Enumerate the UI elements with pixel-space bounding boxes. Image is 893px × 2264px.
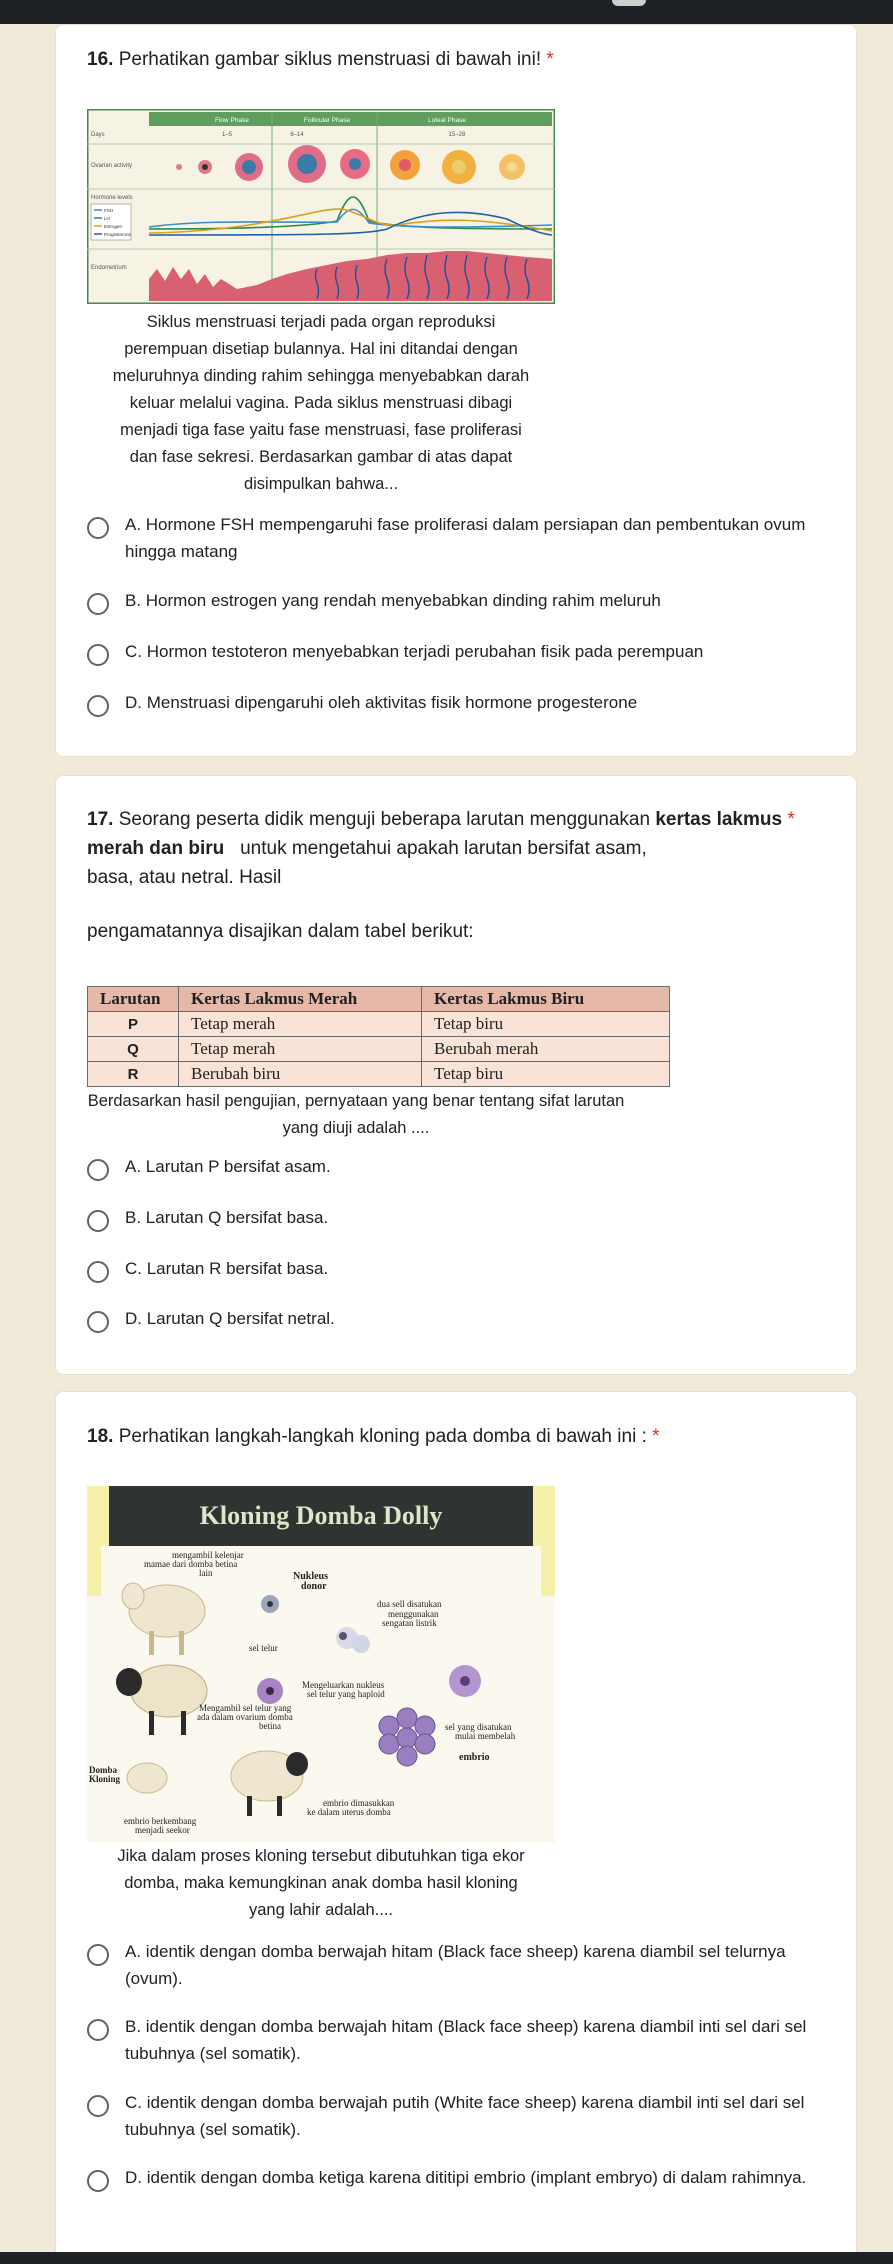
table-row: R Berubah biru Tetap biru bbox=[88, 1062, 670, 1087]
svg-text:embrio dimasukkan: embrio dimasukkan bbox=[323, 1798, 395, 1808]
table-header: Kertas Lakmus Merah bbox=[179, 987, 422, 1012]
option-label: C. identik dengan domba berwajah putih (White face sheep) karena diambil inti sel dari sel tubuhnya (sel somatik). bbox=[125, 2093, 805, 2139]
question-card-17 bbox=[55, 775, 857, 1375]
cloning-title: Kloning Domba Dolly bbox=[199, 1501, 443, 1530]
navigation-bar bbox=[0, 2252, 893, 2264]
svg-text:sel yang disatukan: sel yang disatukan bbox=[445, 1722, 512, 1732]
svg-text:ke dalam uterus domba: ke dalam uterus domba bbox=[307, 1807, 391, 1817]
svg-text:Mengambil sel telur yang: Mengambil sel telur yang bbox=[199, 1703, 292, 1713]
legend-progesterone: Progesterone bbox=[104, 232, 132, 237]
option-label: C. Hormon testoteron menyebabkan terjadi perubahan fisik pada perempuan bbox=[125, 642, 704, 661]
option-label: D. Larutan Q bersifat netral. bbox=[125, 1309, 335, 1328]
option-c[interactable] bbox=[87, 1255, 847, 1283]
days-1: 1–5 bbox=[221, 132, 233, 138]
radio-button[interactable] bbox=[87, 1159, 109, 1181]
svg-text:betina: betina bbox=[259, 1721, 281, 1731]
radio-button[interactable] bbox=[87, 2170, 109, 2192]
svg-text:ada dalam ovarium domba: ada dalam ovarium domba bbox=[197, 1712, 293, 1722]
radio-button[interactable] bbox=[87, 593, 109, 615]
cloning-figure bbox=[87, 1486, 555, 1843]
option-d[interactable] bbox=[87, 2164, 847, 2192]
litmus-table bbox=[87, 986, 670, 1087]
option-d[interactable] bbox=[87, 1305, 847, 1333]
svg-text:lain: lain bbox=[199, 1568, 213, 1578]
menstrual-cycle-figure bbox=[87, 109, 555, 304]
svg-text:Mengeluarkan nukleus: Mengeluarkan nukleus bbox=[302, 1680, 385, 1690]
radio-button[interactable] bbox=[87, 517, 109, 539]
legend-lh: LH bbox=[104, 216, 110, 221]
svg-text:Nukleus: Nukleus bbox=[293, 1571, 329, 1582]
status-bar bbox=[0, 0, 893, 24]
svg-text:mulai membelah: mulai membelah bbox=[455, 1731, 516, 1741]
svg-text:embrio: embrio bbox=[459, 1752, 490, 1763]
option-a[interactable] bbox=[87, 511, 847, 565]
legend-estrogen: Estrogen bbox=[104, 224, 123, 229]
option-label: D. identik dengan domba ketiga karena dititipi embrio (implant embryo) di dalam rahimnya. bbox=[125, 2168, 807, 2187]
radio-button[interactable] bbox=[87, 644, 109, 666]
svg-text:sel telur yang haploid: sel telur yang haploid bbox=[307, 1689, 385, 1699]
question-card-16 bbox=[55, 24, 857, 757]
question-title: 18. Perhatikan langkah-langkah kloning pada domba di bawah ini : * bbox=[87, 1426, 660, 1447]
camera-notch bbox=[612, 0, 646, 6]
svg-text:dua sell disatukan: dua sell disatukan bbox=[377, 1599, 442, 1609]
phase-flow: Flow Phase bbox=[215, 117, 249, 124]
radio-button[interactable] bbox=[87, 1311, 109, 1333]
phase-luteal: Luteal Phase bbox=[428, 117, 466, 124]
table-row: P Tetap merah Tetap biru bbox=[88, 1012, 670, 1037]
days-label: Days bbox=[91, 132, 105, 138]
radio-button[interactable] bbox=[87, 2095, 109, 2117]
svg-text:mamae dari domba betina: mamae dari domba betina bbox=[144, 1559, 238, 1569]
svg-text:menjadi seekor: menjadi seekor bbox=[135, 1825, 190, 1835]
option-label: A. Hormone FSH mempengaruhi fase proliferasi dalam persiapan dan pembentukan ovum hingga matang bbox=[125, 515, 806, 561]
legend-fsh: FSH bbox=[104, 208, 113, 213]
radio-button[interactable] bbox=[87, 2019, 109, 2041]
option-label: B. identik dengan domba berwajah hitam (Black face sheep) karena diambil inti sel dari sel tubuhnya (sel somatik). bbox=[125, 2017, 807, 2063]
row-hormone: Hormone levels bbox=[91, 195, 133, 201]
svg-text:menggunakan: menggunakan bbox=[388, 1609, 439, 1619]
radio-button[interactable] bbox=[87, 1261, 109, 1283]
option-label: A. identik dengan domba berwajah hitam (Black face sheep) karena diambil sel telurnya (ovum). bbox=[125, 1942, 786, 1988]
option-b[interactable] bbox=[87, 1204, 847, 1232]
svg-text:sel telur: sel telur bbox=[249, 1643, 278, 1653]
option-a[interactable] bbox=[87, 1938, 847, 1992]
option-label: B. Larutan Q bersifat basa. bbox=[125, 1208, 329, 1227]
option-label: A. Larutan P bersifat asam. bbox=[125, 1157, 331, 1176]
radio-button[interactable] bbox=[87, 1944, 109, 1966]
question-title: 16. Perhatikan gambar siklus menstruasi di bawah ini! * bbox=[87, 49, 554, 70]
option-c[interactable] bbox=[87, 2089, 847, 2143]
question-caption: Berdasarkan hasil pengujian, pernyataan yang benar tentang sifat larutan yang diuji adalah .... bbox=[87, 1092, 625, 1137]
option-a[interactable] bbox=[87, 1153, 847, 1181]
question-caption: Siklus menstruasi terjadi pada organ reproduksi perempuan disetiap bulannya. Hal ini ditandai dengan meluruhnya dinding rahim sehingga menyebabkan darah keluar melalui vagina. Pada siklus menstruasi dibagi menjadi tiga fase yaitu fase menstruasi, fase proliferasi dan fase sekresi. Berdasarkan gambar di atas dapat disimpulkan bahwa... bbox=[112, 313, 530, 493]
table-header: Larutan bbox=[88, 987, 179, 1012]
option-d[interactable] bbox=[87, 689, 847, 717]
question-title: 17. Seorang peserta didik menguji beberapa larutan menggunakan kertas lakmus * merah dan biru untuk mengetahui apakah larutan bersifat asam, basa, atau netral. Hasil bbox=[87, 809, 795, 888]
svg-text:Kloning: Kloning bbox=[89, 1774, 121, 1784]
option-c[interactable] bbox=[87, 638, 847, 666]
option-label: B. Hormon estrogen yang rendah menyebabkan dinding rahim meluruh bbox=[125, 591, 661, 610]
option-b[interactable] bbox=[87, 2013, 847, 2067]
svg-text:embrio berkembang: embrio berkembang bbox=[124, 1816, 197, 1826]
radio-button[interactable] bbox=[87, 695, 109, 717]
table-row: Q Tetap merah Berubah merah bbox=[88, 1037, 670, 1062]
option-label: C. Larutan R bersifat basa. bbox=[125, 1259, 329, 1278]
svg-text:mengambil kelenjar: mengambil kelenjar bbox=[172, 1550, 244, 1560]
question-card-18 bbox=[55, 1391, 857, 2261]
phase-follicular: Follicular Phase bbox=[303, 117, 351, 124]
svg-text:donor: donor bbox=[301, 1581, 327, 1592]
svg-text:Domba: Domba bbox=[89, 1765, 118, 1775]
option-label: D. Menstruasi dipengaruhi oleh aktivitas fisik hormone progesterone bbox=[125, 693, 638, 712]
row-endometrium: Endometrium bbox=[91, 265, 127, 271]
question-title-continued: pengamatannya disajikan dalam tabel berikut: bbox=[87, 921, 474, 942]
days-3: 15–28 bbox=[448, 132, 466, 138]
question-caption: Jika dalam proses kloning tersebut dibutuhkan tiga ekor domba, maka kemungkinan anak domba hasil kloning yang lahir adalah.... bbox=[117, 1847, 525, 1919]
radio-button[interactable] bbox=[87, 1210, 109, 1232]
option-b[interactable] bbox=[87, 587, 847, 615]
table-header: Kertas Lakmus Biru bbox=[422, 987, 670, 1012]
svg-text:sengatan listrik: sengatan listrik bbox=[382, 1618, 437, 1628]
row-ovarian: Ovarian activity bbox=[91, 163, 133, 169]
days-2: 6–14 bbox=[290, 132, 304, 138]
